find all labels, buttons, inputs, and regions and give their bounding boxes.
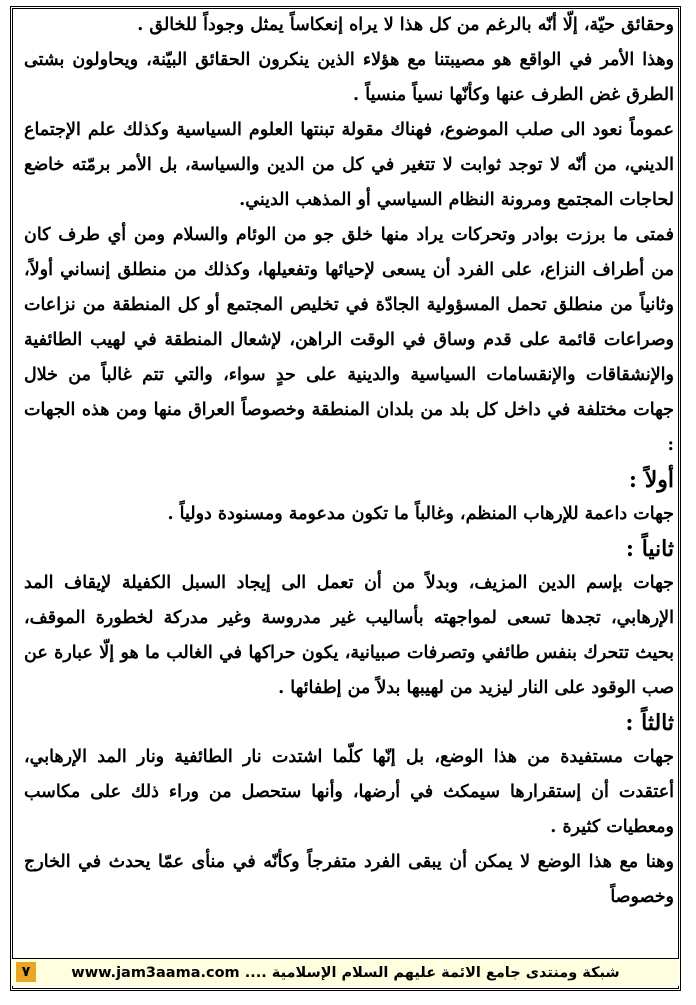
- paragraph: وهذا الأمر في الواقع هو مصيبتنا مع هؤلاء الذين ينكرون الحقائق البيّنة، ويحاولون بشتى الطرق غض الطرف عنها وكأنّها نسياً منسياً .: [24, 50, 674, 105]
- page-footer: [12, 958, 679, 986]
- article-body: [24, 8, 674, 915]
- closing-paragraph: وهنا مع هذا الوضع لا يمكن أن يبقى الفرد متفرجاً وكأنّه في منأى عمّا يحدث في الخارج وخصوصاً: [24, 852, 674, 907]
- section-heading: ثانياً :: [625, 536, 674, 562]
- paragraph: عموماً نعود الى صلب الموضوع، فهناك مقولة تبنتها العلوم السياسية وكذلك علم الإجتماع الديني، من أنّه لا توجد ثوابت لا تتغير في كل من الدين والسياسة، بل الأمر برمّته خاضع لحاجات المجتمع ومرونة النظام السياسي أو المذهب الديني.: [24, 120, 674, 210]
- paragraph: وحقائق حيّة، إلّا أنّه بالرغم من كل هذا لا يراه إنعكاساً يمثل وجوداً للخالق .: [137, 15, 674, 35]
- section-text: جهات داعمة للإرهاب المنظم، وغالباً ما تكون مدعومة ومسنودة دولياً .: [167, 504, 674, 524]
- section-heading: ثالثاً :: [625, 710, 674, 736]
- section-text: جهات بإسم الدين المزيف، وبدلاً من أن تعمل الى إيجاد السبل الكفيلة لإيقاف المد الإرهابي، تجدها تسعى لمواجهته بأساليب غير مدروسة وغير مدركة لخطورة الموقف، بحيث تتحرك بنفس طائفي وتصرفات صبيانية، يكون حراكها في الغالب ما هو إلّا عبارة عن صب الوقود على النار ليزيد من لهيبها بدلاً من إطفائها .: [24, 573, 674, 698]
- page-number-badge: ٧: [16, 962, 36, 982]
- section-text: جهات مستفيدة من هذا الوضع، بل إنّها كلّما اشتدت نار الطائفية ونار المد الإرهابي، أعتقدت أن إستقرارها سيمكث في أرضها، وأنها ستحصل من وراء ذلك على مكاسب ومعطيات كثيرة .: [24, 747, 674, 837]
- footer-text: شبكة ومنتدى جامع الائمة عليهم السلام الإسلامية .... www.jam3aama.com: [71, 964, 620, 981]
- section-heading: أولاً :: [628, 467, 674, 493]
- paragraph: فمتى ما برزت بوادر وتحركات يراد منها خلق جو من الوئام والسلام ومن أي طرف كان من أطراف النزاع، على الفرد أن يسعى لإحيائها وتفعيلها، وكذلك من منطلق إنساني أولاً، وثانياً من منطلق تحمل المسؤولية الجادّة في تخليص المجتمع أو كل المنطقة من نزاعات وصراعات قائمة على قدم وساق في الوقت الراهن، لإشعال المنطقة في لهيب الطائفية والإنشقاقات والإنقسامات السياسية والدينية على حدٍ سواء، والتي تتم غالباً من خلال جهات مختلفة في داخل كل بلد من بلدان المنطقة وخصوصاً العراق منها ومن هذه الجهات :: [24, 225, 674, 455]
